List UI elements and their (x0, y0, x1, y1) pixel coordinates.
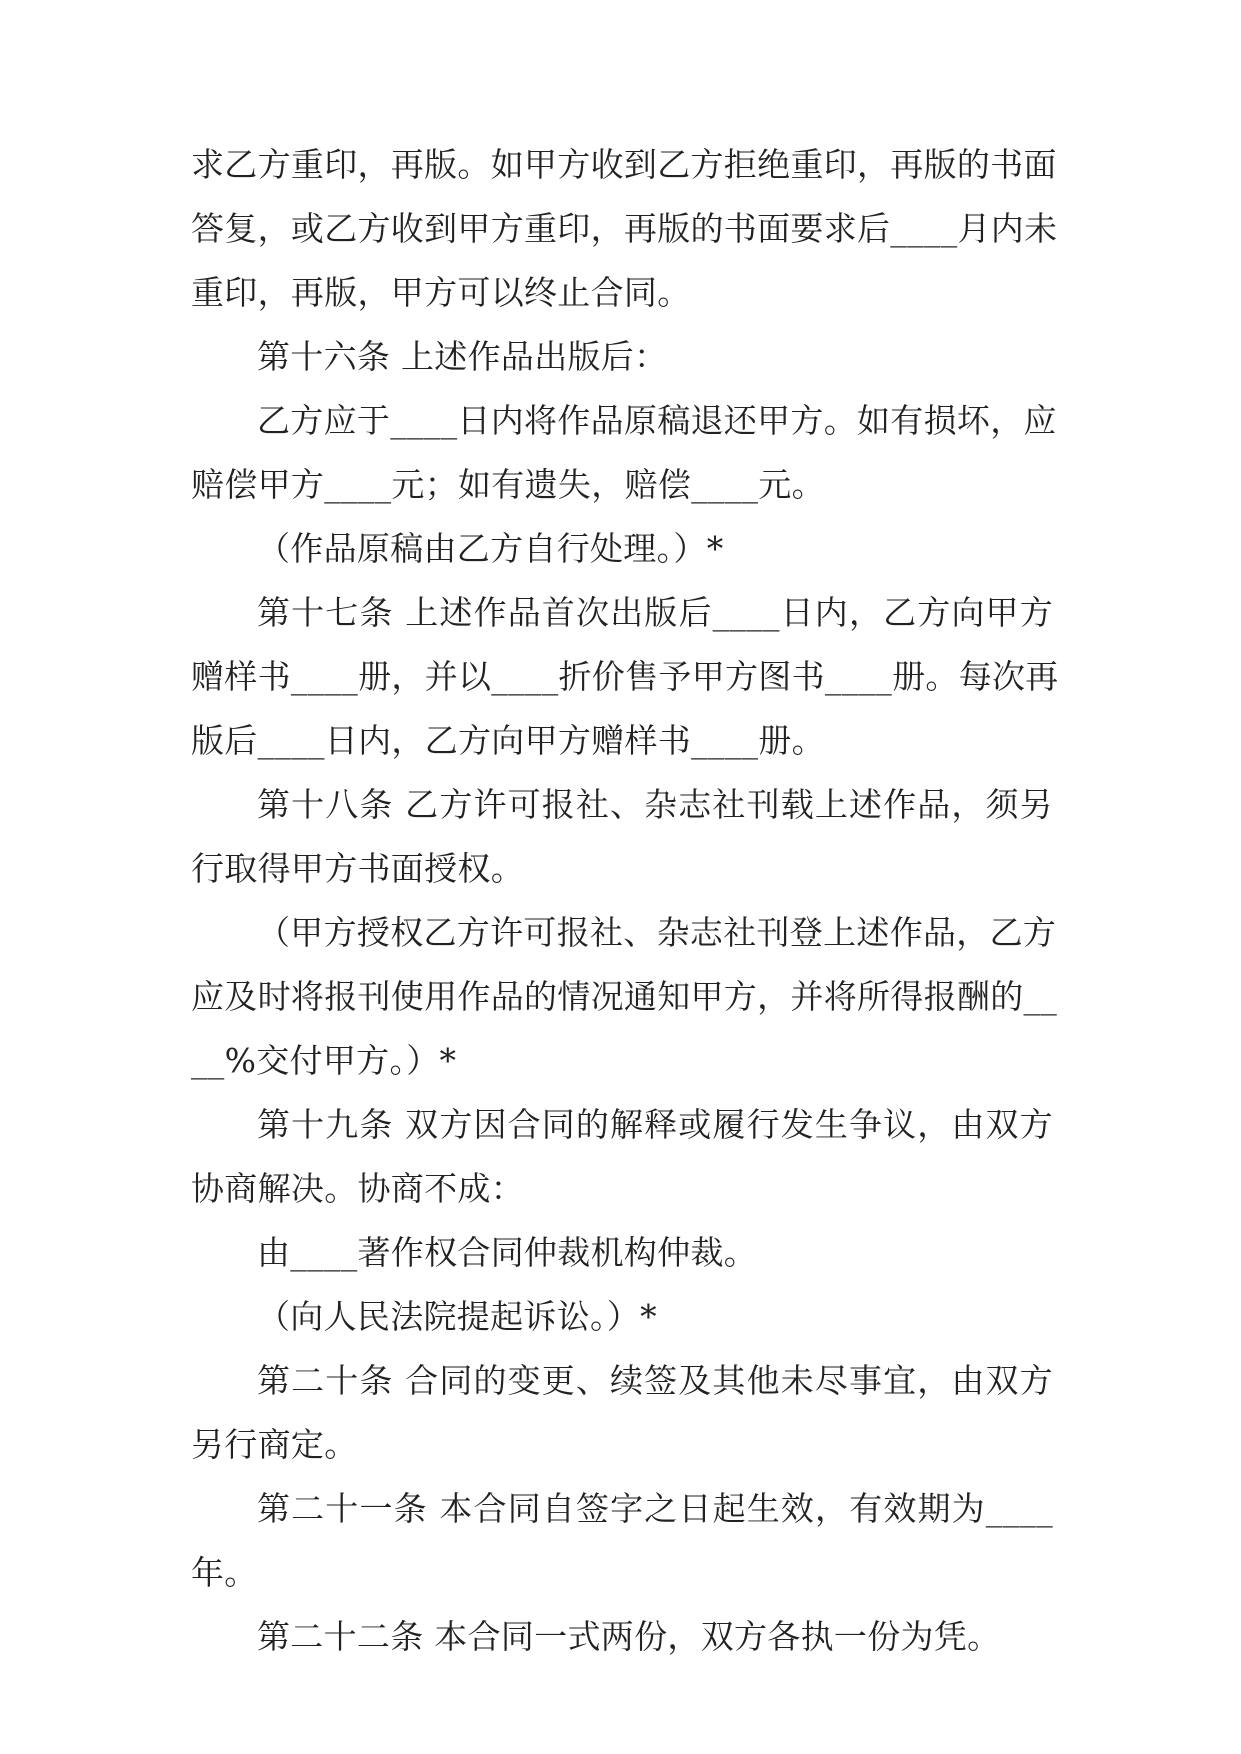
alternative-clause: （向人民法院提起诉讼。）* (257, 1297, 657, 1336)
article-20-text: 第二十条 合同的变更、续签及其他未尽事宜，由双方 (257, 1361, 1053, 1400)
text-line: 年。 (191, 1553, 258, 1592)
text-line: 答复，或乙方收到甲方重印，再版的书面要求后____月内未 (191, 209, 1058, 248)
text-line: 应及时将报刊使用作品的情况通知甲方，并将所得报酬的__ (191, 977, 1058, 1016)
text-line: 协商解决。协商不成： (191, 1169, 524, 1208)
text-line: 乙方应于____日内将作品原稿退还甲方。如有损坏，应 (257, 401, 1057, 440)
text-line: __%交付甲方。）* (191, 1041, 457, 1080)
text-line: 另行商定。 (191, 1425, 358, 1464)
text-line: 由____著作权合同仲裁机构仲裁。 (257, 1233, 758, 1272)
article-17-text: 第十七条 上述作品首次出版后____日内，乙方向甲方 (257, 593, 1053, 632)
article-18-text: 第十八条 乙方许可报社、杂志社刊载上述作品，须另 (257, 785, 1053, 824)
article-19-text: 第十九条 双方因合同的解释或履行发生争议，由双方 (257, 1105, 1053, 1144)
text-line: 重印，再版，甲方可以终止合同。 (191, 273, 691, 312)
alternative-clause: （甲方授权乙方许可报社、杂志社刊登上述作品，乙方 (257, 913, 1057, 952)
article-22-text: 第二十二条 本合同一式两份，双方各执一份为凭。 (257, 1617, 1001, 1656)
text-line: 求乙方重印，再版。如甲方收到乙方拒绝重印，再版的书面 (191, 145, 1057, 184)
article-21-text: 第二十一条 本合同自签字之日起生效，有效期为____ (257, 1489, 1053, 1528)
text-line: 赔偿甲方____元；如有遗失，赔偿____元。 (191, 465, 825, 504)
text-line: 版后____日内，乙方向甲方赠样书____册。 (191, 721, 825, 760)
article-16-heading: 第十六条 上述作品出版后： (257, 337, 668, 376)
text-line: 赠样书____册，并以____折价售予甲方图书____册。每次再 (191, 657, 1059, 696)
text-line: 行取得甲方书面授权。 (191, 849, 524, 888)
alternative-clause: （作品原稿由乙方自行处理。）* (257, 529, 724, 568)
